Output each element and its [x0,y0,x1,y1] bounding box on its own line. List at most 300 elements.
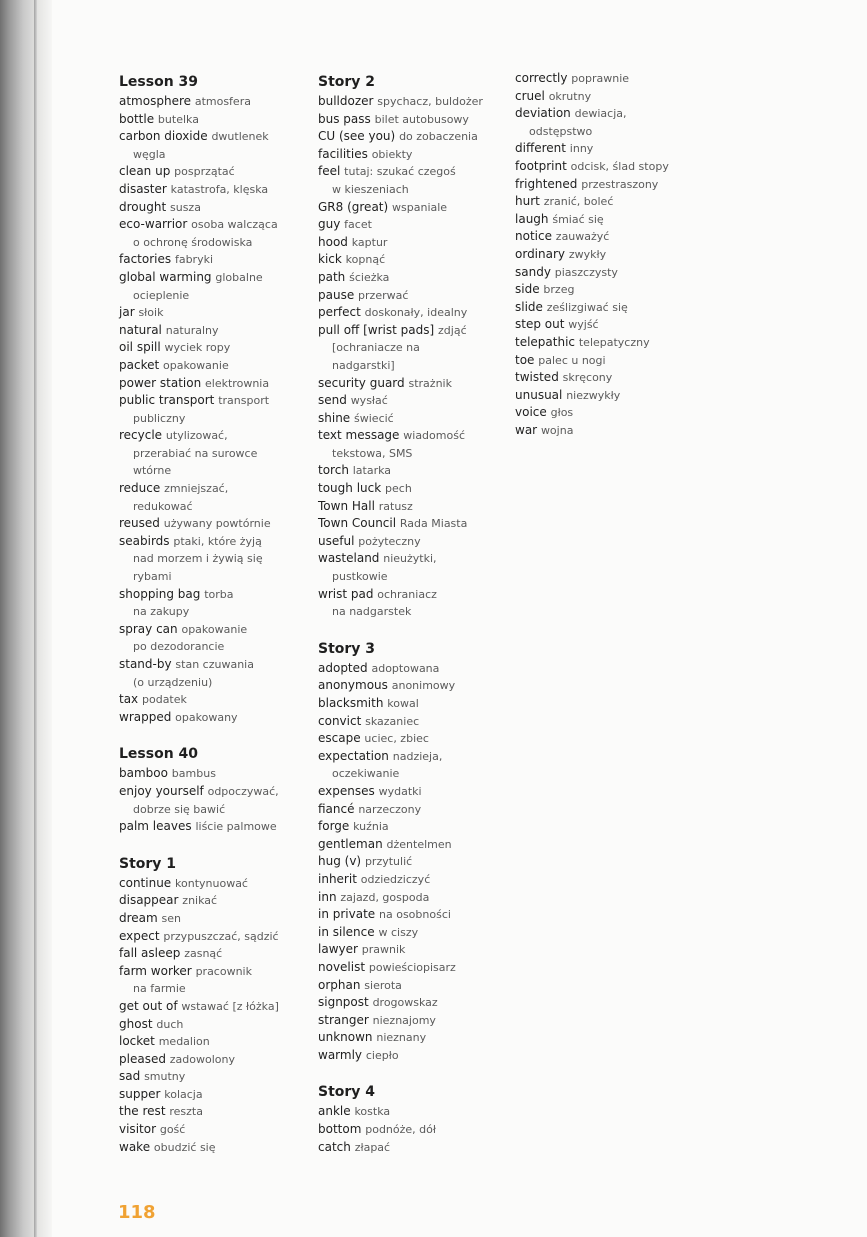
glossary-entry [119,801,306,819]
glossary-entry [119,392,306,410]
entry-term: frightened [515,176,578,191]
entry-translation: wysłać [350,394,388,408]
entry-term: expect [119,928,160,943]
entry-translation: zasnąć [184,947,223,961]
entry-translation: na nadgarstek [332,605,412,619]
glossary-entry [119,910,306,928]
entry-term: spray can [119,621,178,636]
glossary-entry [318,339,505,357]
entry-term: unknown [318,1030,373,1045]
entry-term: in silence [318,924,375,939]
entry-term: stranger [318,1012,369,1027]
entry-term: oil spill [119,340,161,355]
glossary-entry [119,216,306,234]
glossary-entry [119,818,306,836]
entry-translation: atmosfera [194,95,251,108]
entry-term: locket [119,1034,155,1049]
entry-translation: nadzieja, [392,749,443,763]
glossary-entry [119,568,306,586]
entry-term: wrapped [119,709,172,724]
glossary-entry [318,853,505,871]
entry-translation: nad morzem i żywią się [133,552,263,566]
glossary-entry [515,281,712,299]
glossary-entry [318,603,505,621]
entry-term: wrist pad [318,586,374,601]
glossary-entry [318,765,505,783]
book-binding-edge [34,0,37,1237]
glossary-entry [318,269,505,287]
entry-translation: kuźnia [353,820,389,834]
glossary-entry [119,375,306,393]
glossary-entry [318,93,505,111]
glossary-entry [119,498,306,516]
glossary-entry [318,748,505,766]
entry-translation: głos [550,406,574,420]
entry-translation: opakowanie [163,358,229,372]
glossary-entry [119,875,306,893]
glossary-entry [515,246,712,264]
entry-translation: latarka [352,464,392,478]
entry-term: disaster [119,181,167,196]
entry-translation: osoba walcząca [191,218,278,232]
entry-translation: pustkowie [332,570,388,584]
entry-term: correctly [515,71,568,85]
glossary-entry [119,515,306,533]
section-spacer [315,1064,505,1082]
entry-translation: zwykły [568,247,607,261]
glossary-entry [119,709,306,727]
entry-translation: prawnik [361,943,406,957]
glossary-entry [515,88,712,106]
entry-term: novelist [318,959,366,974]
section-heading: Lesson 40 [119,746,199,763]
glossary-entry [318,163,505,181]
entry-translation: okrutny [548,89,592,103]
glossary-entry [119,445,306,463]
entry-translation: wtórne [133,464,172,478]
entry-translation: (o urządzeniu) [133,675,213,689]
glossary-entry [318,533,505,551]
glossary-entry [515,176,712,194]
glossary-entry [515,299,712,317]
entry-translation: przypuszczać, sądzić [163,929,279,943]
entry-term: voice [515,405,547,420]
section-spacer [116,726,306,744]
entry-translation: przestraszony [581,177,659,191]
entry-translation: słoik [138,306,164,320]
glossary-entry [119,691,306,709]
entry-term: clean up [119,164,171,179]
entry-translation: dobrze się bawić [133,802,226,816]
entry-translation: butelka [157,112,199,126]
entry-term: inn [318,889,337,904]
glossary-entry [318,586,505,604]
entry-term: signpost [318,995,369,1010]
entry-term: expectation [318,748,389,763]
glossary-entry [119,765,306,783]
entry-term: laugh [515,211,549,226]
entry-translation: po dezodorancie [133,640,225,654]
glossary-entry [318,1029,505,1047]
entry-term: guy [318,217,341,232]
glossary-entry [318,713,505,731]
entry-translation: odpoczywać, [207,784,279,798]
glossary-entry [119,1103,306,1121]
glossary-entry [515,140,712,158]
entry-term: seabirds [119,533,170,548]
entry-term: carbon dioxide [119,129,208,144]
entry-term: in private [318,907,376,922]
entry-translation: reszta [169,1105,203,1119]
entry-translation: piaszczysty [554,265,618,279]
entry-term: path [318,269,346,284]
entry-term: kick [318,252,342,267]
entry-translation: znikać [182,894,218,908]
entry-translation: świecić [354,411,394,425]
entry-translation: wspaniale [392,200,448,214]
glossary-entry [318,1103,505,1121]
entry-term: hood [318,234,348,249]
entry-translation: sierota [364,978,402,992]
glossary-entry [318,677,505,695]
entry-translation: nadgarstki] [332,358,395,372]
entry-translation: kontynuować [175,876,248,890]
entry-translation: publiczny [133,411,186,425]
glossary-entry [119,128,306,146]
glossary-entry [318,480,505,498]
entry-translation: posprzątać [174,165,235,179]
glossary-entry [318,941,505,959]
entry-translation: ochraniacz [377,587,437,601]
entry-term: packet [119,357,160,372]
glossary-entry [318,924,505,942]
entry-translation: wiadomość [403,429,465,443]
entry-translation: poprawnie [571,72,630,85]
glossary-entry [318,304,505,322]
glossary-entry [119,603,306,621]
entry-translation: zajazd, gospoda [340,890,430,904]
entry-translation: brzeg [543,283,575,297]
glossary-entry [318,128,505,146]
entry-term: bottle [119,111,155,126]
entry-term: hurt [515,194,540,209]
entry-translation: sen [161,911,182,925]
entry-term: pause [318,287,355,302]
glossary-entry [119,410,306,428]
entry-translation: transport [218,394,270,408]
entry-translation: dwutlenek [211,130,269,144]
entry-term: public transport [119,393,215,408]
entry-term: toe [515,352,535,367]
glossary-entry [119,892,306,910]
glossary-entry [119,93,306,111]
glossary-entry [515,264,712,282]
glossary-entry [119,251,306,269]
entry-translation: utylizować, [165,429,228,443]
glossary-entry [119,339,306,357]
entry-translation: odstępstwo [529,124,593,138]
entry-translation: ocieplenie [133,288,190,302]
entry-translation: do zobaczenia [399,130,478,144]
entry-term: natural [119,322,162,337]
glossary-entry [318,498,505,516]
entry-translation: powieściopisarz [368,960,456,974]
entry-translation: doskonały, idealny [364,306,468,320]
entry-translation: inny [569,142,594,156]
glossary-entry [318,660,505,678]
entry-term: shine [318,410,351,425]
entry-translation: obudzić się [153,1140,216,1154]
glossary-entry [119,146,306,164]
entry-translation: zmniejszać, [164,482,229,496]
glossary-entry [119,357,306,375]
entry-translation: wojna [540,423,574,437]
entry-term: gentleman [318,836,383,851]
glossary-entry [119,621,306,639]
entry-translation: pracownik [195,964,252,978]
column-1 [116,72,306,1156]
glossary-entry [119,269,306,287]
entry-term: Town Council [318,516,397,531]
glossary-entry [318,1047,505,1065]
glossary-entry [515,70,712,88]
glossary-entry [318,1121,505,1139]
glossary-entry [119,480,306,498]
glossary-entry [119,586,306,604]
entry-translation: facet [344,218,372,232]
glossary-entry [515,228,712,246]
glossary-entry [318,550,505,568]
entry-translation: w ciszy [378,925,419,939]
glossary-entry [119,287,306,305]
entry-term: atmosphere [119,94,191,108]
entry-term: recycle [119,428,163,443]
entry-translation: zranić, boleć [543,195,614,209]
entry-term: reduce [119,481,161,496]
glossary-entry [515,211,712,229]
entry-term: enjoy yourself [119,783,204,798]
glossary-entry [318,462,505,480]
entry-term: tax [119,692,139,707]
entry-translation: oczekiwanie [332,767,400,781]
entry-translation: tekstowa, SMS [332,446,413,460]
entry-term: side [515,282,540,297]
entry-translation: kolacja [164,1087,203,1101]
glossary-entry [119,638,306,656]
glossary-entry [119,945,306,963]
glossary-entry [119,199,306,217]
glossary-entry [318,1139,505,1157]
entry-translation: kowal [387,697,419,710]
entry-term: pleased [119,1051,166,1066]
entry-term: wasteland [318,551,380,566]
entry-translation: na farmie [133,982,186,996]
entry-translation: na osobności [379,908,451,922]
entry-term: dream [119,910,158,925]
entry-translation: drogowskaz [372,996,438,1010]
glossary-entry [119,674,306,692]
entry-translation: przerabiać na surowce [133,446,258,460]
glossary-entry [119,1139,306,1157]
glossary-entry [515,369,712,387]
glossary-entry [318,730,505,748]
entry-term: forge [318,819,350,834]
entry-term: eco-warrior [119,217,188,232]
entry-term: escape [318,731,361,746]
entry-translation: przytulić [364,855,413,869]
entry-term: warmly [318,1047,363,1062]
entry-translation: podatek [142,693,187,707]
entry-translation: opakowany [175,710,238,724]
glossary-entry [515,193,712,211]
glossary-entry [318,216,505,234]
entry-term: telepathic [515,334,576,349]
glossary-entry [515,123,712,141]
entry-term: supper [119,1086,161,1101]
entry-translation: globalne [215,270,263,284]
book-spine-shadow [0,0,52,1237]
entry-translation: bilet autobusowy [374,112,469,126]
entry-translation: nieznany [376,1031,427,1045]
entry-translation: nieznajomy [372,1013,436,1027]
entry-term: deviation [515,106,571,121]
entry-term: jar [119,305,135,320]
entry-translation: używany powtórnie [163,517,271,531]
glossary-entry [119,980,306,998]
glossary-entry [318,234,505,252]
entry-translation: ciepło [365,1048,399,1062]
entry-term: convict [318,713,362,728]
glossary-entry [318,977,505,995]
entry-translation: susza [170,200,201,214]
glossary-entry [318,959,505,977]
glossary-entry [318,357,505,375]
entry-term: fiancé [318,801,355,816]
entry-term: twisted [515,370,559,385]
entry-translation: smutny [144,1070,186,1084]
entry-term: catch [318,1139,351,1154]
glossary-entry [318,111,505,129]
entry-term: bottom [318,1122,362,1137]
entry-translation: odcisk, ślad stopy [570,159,669,173]
entry-term: torch [318,463,349,478]
entry-translation: naturalny [165,323,219,337]
entry-translation: wstawać [z łóżka] [181,999,279,1013]
entry-translation: spychacz, buldożer [377,95,483,108]
entry-term: different [515,141,566,156]
entry-translation: redukować [133,499,193,513]
section-heading: Lesson 39 [119,74,199,90]
glossary-entry [318,871,505,889]
entry-translation: zadowolony [169,1052,236,1066]
glossary-entry [119,1033,306,1051]
column-2 [315,72,505,1156]
glossary-entry [515,422,712,440]
entry-term: fall asleep [119,946,181,961]
entry-term: security guard [318,375,405,390]
glossary-entry [119,783,306,801]
glossary-entry [318,251,505,269]
entry-term: bus pass [318,111,371,126]
entry-term: bulldozer [318,94,374,108]
entry-translation: medalion [158,1035,210,1049]
glossary-entry [515,387,712,405]
glossary-entry [119,163,306,181]
glossary-entry [119,304,306,322]
glossary-entry [515,105,712,123]
glossary-entry [119,1121,306,1139]
entry-term: tough luck [318,481,382,496]
entry-translation: adoptowana [371,661,440,675]
entry-term: anonymous [318,678,388,693]
glossary-entry [318,695,505,713]
section-heading: Story 2 [318,74,376,90]
entry-term: power station [119,375,202,390]
entry-term: the rest [119,1104,166,1119]
entry-term: ghost [119,1016,153,1031]
entry-translation: torba [204,587,234,601]
entry-term: expenses [318,783,375,798]
entry-translation: [ochraniacze na [332,341,420,355]
entry-translation: telepatyczny [578,335,650,349]
entry-translation: kaptur [351,235,388,249]
glossary-entry [119,963,306,981]
entry-translation: katastrofa, klęska [170,182,269,196]
entry-term: lawyer [318,942,358,957]
entry-term: reused [119,516,160,531]
entry-term: sad [119,1069,141,1084]
entry-term: blacksmith [318,696,384,710]
entry-translation: pożyteczny [358,534,421,548]
entry-translation: elektrownia [205,376,270,390]
glossary-entry [318,445,505,463]
entry-term: palm leaves [119,819,192,834]
entry-term: feel [318,164,341,179]
entry-translation: zauważyć [555,230,610,244]
entry-translation: zdjąć [438,323,467,337]
entry-translation: śmiać się [552,212,604,226]
glossary-entry [119,427,306,445]
entry-translation: wydatki [378,784,422,798]
entry-translation: uciec, zbiec [364,732,429,746]
glossary-entry [119,1068,306,1086]
entry-term: wake [119,1139,151,1154]
entry-term: adopted [318,660,368,675]
glossary-entry [318,906,505,924]
entry-term: step out [515,317,565,332]
entry-term: GR8 (great) [318,199,389,214]
entry-term: continue [119,875,172,890]
entry-translation: ptaki, które żyją [173,534,262,548]
entry-term: war [515,422,538,437]
glossary-entry [119,322,306,340]
glossary-entry [515,158,712,176]
glossary-entry [119,181,306,199]
entry-translation: kopnąć [345,253,386,267]
glossary-entry [119,462,306,480]
entry-term: notice [515,229,552,244]
glossary-entry [318,568,505,586]
glossary-entry [119,1051,306,1069]
entry-term: unusual [515,387,563,402]
entry-translation: niezwykły [566,388,621,402]
entry-term: ankle [318,1104,351,1119]
glossary-entry [318,146,505,164]
entry-translation: bambus [171,767,216,781]
entry-term: slide [515,299,543,314]
entry-translation: liście palmowe [195,820,277,834]
entry-translation: ratusz [378,499,413,513]
